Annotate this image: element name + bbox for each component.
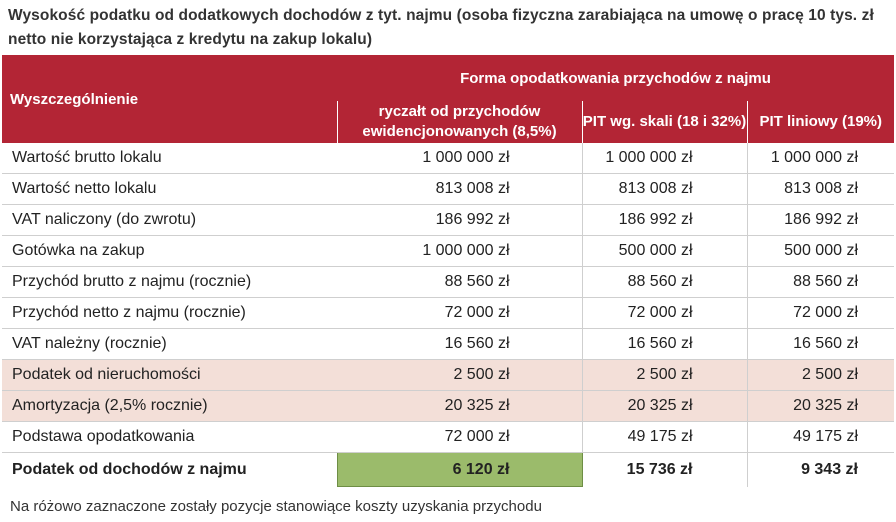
cell-value: 2 500 zł [582, 360, 747, 391]
page-title: Wysokość podatku od dodatkowych dochodów z tyt. najmu (osoba fizyczna zarabiająca na umowę o pracę 10 tys. zł netto nie korzystająca z kredytu na zakup lokalu) [8, 7, 874, 48]
row-label: Wartość netto lokalu [2, 174, 337, 205]
cell-value: 72 000 zł [582, 298, 747, 329]
cell-value: 813 008 zł [747, 174, 894, 205]
column-header-pit-liniowy: PIT liniowy (19%) [747, 101, 894, 143]
cell-value: 20 325 zł [582, 391, 747, 422]
row-label: VAT należny (rocznie) [2, 329, 337, 360]
row-label-header: Wyszczególnienie [2, 55, 337, 143]
cell-value: 1 000 000 zł [582, 143, 747, 174]
row-label: Podatek od dochodów z najmu [12, 460, 247, 478]
cell-value: 20 325 zł [747, 391, 894, 422]
row-label: VAT naliczony (do zwrotu) [2, 205, 337, 236]
group-header: Forma opodatkowania przychodów z najmu [337, 55, 894, 101]
cell-value: 16 560 zł [582, 329, 747, 360]
cell-value: 2 500 zł [337, 360, 582, 391]
table-row [2, 143, 894, 174]
table-row [2, 236, 894, 267]
cell-value: 813 008 zł [337, 174, 582, 205]
table-row [2, 298, 894, 329]
table-row [2, 422, 894, 453]
row-label: Gotówka na zakup [2, 236, 337, 267]
cell-value: 186 992 zł [337, 205, 582, 236]
cost-row [2, 391, 894, 422]
cell-value: 2 500 zł [747, 360, 894, 391]
cell-value: 186 992 zł [582, 205, 747, 236]
cell-value: 88 560 zł [582, 267, 747, 298]
cell-value: 72 000 zł [747, 298, 894, 329]
cell-value: 813 008 zł [582, 174, 747, 205]
table-row [2, 205, 894, 236]
row-label: Przychód netto z najmu (rocznie) [2, 298, 337, 329]
cell-value: 1 000 000 zł [747, 143, 894, 174]
table-row [2, 174, 894, 205]
cell-value: 9 343 zł [801, 460, 858, 478]
row-label: Podatek od nieruchomości [2, 360, 337, 391]
cell-value: 500 000 zł [582, 236, 747, 267]
footnote: Na różowo zaznaczone zostały pozycje stanowiące koszty uzyskania przychodu [10, 498, 542, 515]
highlighted-cell-value: 6 120 zł [337, 453, 582, 487]
cell-value: 15 736 zł [582, 453, 747, 487]
column-header-ryczalt: ryczałt od przychodów ewidencjonowanych (8,5%) [337, 101, 582, 143]
table-row [2, 329, 894, 360]
cell-value: 88 560 zł [747, 267, 894, 298]
cell-value: 500 000 zł [747, 236, 894, 267]
cell-value: 20 325 zł [337, 391, 582, 422]
cell-value: 16 560 zł [337, 329, 582, 360]
cell-value: 186 992 zł [747, 205, 894, 236]
total-row [2, 453, 894, 487]
row-label: Amortyzacja (2,5% rocznie) [2, 391, 337, 422]
cell-value: 72 000 zł [337, 422, 582, 453]
cell-value: 49 175 zł [582, 422, 747, 453]
tax-comparison-table [2, 55, 894, 487]
cell-value: 16 560 zł [747, 329, 894, 360]
cell-value: 49 175 zł [747, 422, 894, 453]
table-row [2, 267, 894, 298]
cell-value: 72 000 zł [337, 298, 582, 329]
cost-row [2, 360, 894, 391]
cell-value: 88 560 zł [337, 267, 582, 298]
row-label: Przychód brutto z najmu (rocznie) [2, 267, 337, 298]
row-label: Podstawa opodatkowania [2, 422, 337, 453]
row-label: Wartość brutto lokalu [2, 143, 337, 174]
cell-value: 1 000 000 zł [337, 143, 582, 174]
column-header-pit-skala: PIT wg. skali (18 i 32%) [582, 101, 747, 143]
cell-value: 1 000 000 zł [337, 236, 582, 267]
